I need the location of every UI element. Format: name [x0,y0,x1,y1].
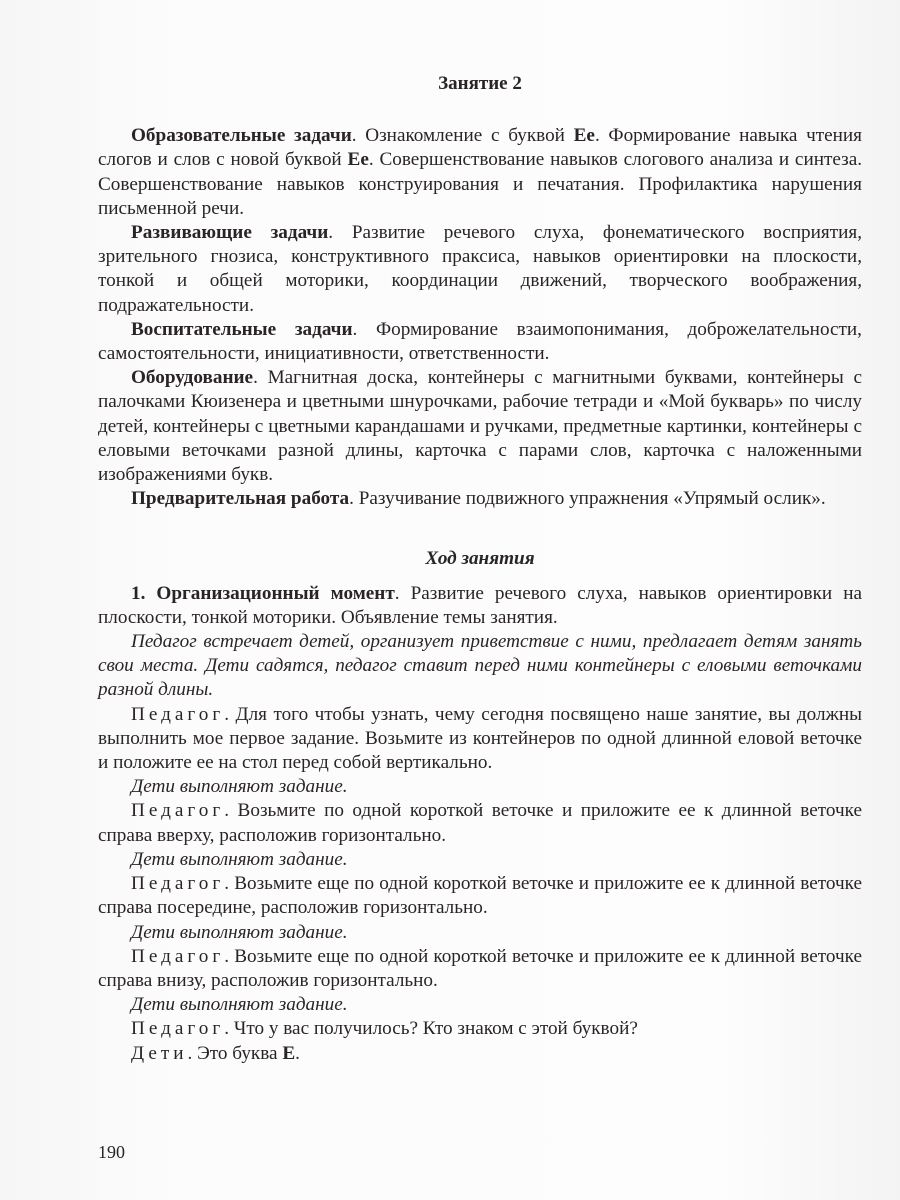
preliminary-work-paragraph: Предварительная работа. Разучивание подвижного упражнения «Упрямый ослик». [131,488,826,510]
page-number: 190 [98,1142,125,1162]
speaker-teacher: Педагог [131,1018,225,1040]
children-action: Дети выполняют задание. [131,776,348,798]
teacher-line: Педагог. Возьмите по одной короткой веточке и приложите ее к длинной веточке справа вверху, расположив горизонтально. [98,800,862,846]
speaker-teacher: Педагог [131,800,225,822]
upbringing-goals-label: Воспитательные задачи [131,318,353,340]
educational-goals-label: Образовательные задачи [131,125,352,147]
children-action: Дети выполняют задание. [131,994,348,1016]
teacher-line: Педагог. Возьмите еще по одной короткой веточке и приложите ее к длинной веточке справа внизу, расположив горизонтально. [98,945,862,991]
lesson-title: Занятие 2 [438,73,522,94]
teacher-line: Педагог. Для того чтобы узнать, чему сегодня посвящено наше занятие, вы должны выполнить мое первое задание. Возьмите из контейнеров по одной длинной еловой веточке и положите ее на стол перед собой вертикально. [98,703,862,774]
step-1-label: 1. Организационный момент [131,582,395,604]
developmental-goals-label: Развивающие задачи [131,222,329,244]
developmental-goals-paragraph: Развивающие задачи. Развитие речевого слуха, фонематического восприятия, зрительного гнозиса, конструктивного праксиса, навыков ориентировки на плоскости, тонкой и общей моторики, координации движений, творческого воображения, подражательности. [98,222,862,316]
stage-direction: Педагог встречает детей, организует приветствие с ними, предлагает детям занять свои места. Дети садятся, педагог ставит перед ними контейнеры с еловыми веточками разной длины. [98,631,862,701]
equipment-label: Оборудование [131,367,254,389]
children-line: Дети. Это буква Е. [131,1042,300,1064]
page-content [98,72,862,1066]
speaker-teacher: Педагог [131,703,225,725]
children-action: Дети выполняют задание. [131,921,348,943]
step-1-paragraph: 1. Организационный момент. Развитие речевого слуха, навыков ориентировки на плоскости, тонкой моторики. Объявление темы занятия. [98,582,862,628]
children-action: Дети выполняют задание. [131,848,348,870]
upbringing-goals-paragraph: Воспитательные задачи. Формирование взаимопонимания, доброжелательности, самостоятельности, инициативности, ответственности. [98,318,862,365]
speaker-teacher: Педагог [131,945,225,967]
teacher-line: Педагог. Возьмите еще по одной короткой веточке и приложите ее к длинной веточке справа посередине, расположив горизонтально. [98,873,862,919]
speaker-teacher: Педагог [131,873,225,895]
equipment-paragraph: Оборудование. Магнитная доска, контейнеры с магнитными буквами, контейнеры с палочками Кюизенера и цветными шнурочками, рабочие тетради и «Мой букварь» по числу детей, контейнеры с цветными карандашами и ручками, предметные картинки, контейнеры с еловыми веточками разной длины, карточка с парами слов, карточка с наложенными изображениями букв. [98,367,862,486]
preliminary-work-label: Предварительная работа [131,488,350,510]
teacher-line: Педагог. Что у вас получилось? Кто знаком с этой буквой? [131,1018,638,1040]
lesson-progress-heading: Ход занятия [425,548,535,570]
speaker-children: Дети [131,1042,188,1064]
educational-goals-paragraph: Образовательные задачи. Ознакомление с буквой Ее. Формирование навыка чтения слогов и слов с новой буквой Ее. Совершенствование навыков слогового анализа и синтеза. Совершенствование навыков конструирования и печатания. Профилактика нарушения письменной речи. [98,125,863,219]
